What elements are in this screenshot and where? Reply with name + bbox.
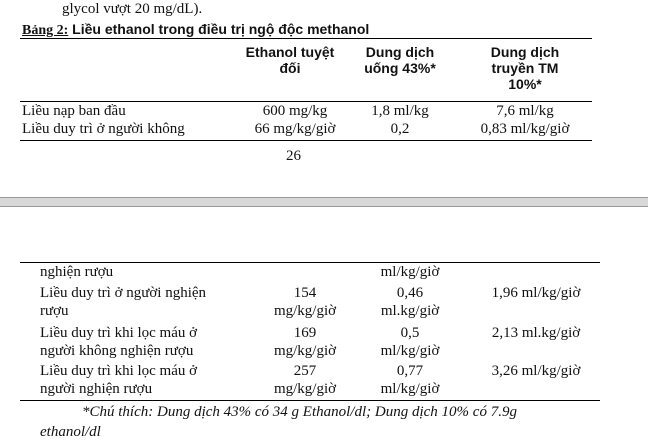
intro-text: glycol vượt 20 mg/dL).	[62, 1, 203, 17]
row-maint-alc-ethanol-2: mg/kg/giờ	[273, 303, 337, 319]
row-maint-alc-label-1: Liều duy trì ở người nghiện	[40, 285, 207, 301]
header-ethanol-absolute	[220, 44, 360, 76]
row-dialysis-alc-oral-2: ml/kg/giờ	[380, 381, 440, 397]
row-dialysis-alc-oral-1: 0,77	[396, 363, 424, 379]
row-loading-label: Liều nạp ban đầu	[22, 103, 126, 119]
row-loading-ethanol: 600 mg/kg	[262, 103, 328, 119]
row-loading-oral: 1,8 ml/kg	[371, 103, 429, 119]
table-caption-label: Bảng 2:	[22, 23, 69, 38]
table-top-rule	[20, 38, 592, 39]
page-number: 26	[286, 148, 301, 164]
row-dialysis-nonalc-label-2: người không nghiện rượu	[40, 343, 194, 359]
page-separator-bottom	[0, 206, 648, 207]
page-separator	[0, 198, 648, 206]
header-iv-line-1: Dung dịch	[490, 44, 560, 60]
footnote-line-1: *Chú thích: Dung dịch 43% có 34 g Ethanol/dl; Dung dịch 10% có 7.9g	[82, 404, 517, 420]
table-caption	[22, 20, 369, 40]
row-dialysis-alc-ethanol-1: 257	[293, 363, 317, 379]
row-dialysis-alc-iv: 3,26 ml/kg/giờ	[491, 363, 581, 379]
header-iv-line-2: truyền TM	[491, 60, 559, 76]
row-dialysis-alc-label-1: Liều duy trì khi lọc máu ở	[40, 363, 198, 379]
row-dialysis-nonalc-ethanol-2: mg/kg/giờ	[273, 343, 337, 359]
row-loading-iv: 7,6 ml/kg	[496, 103, 554, 119]
row-maint-alc-oral-1: 0,46	[396, 285, 424, 301]
row-maint-nonalc-label: Liều duy trì ở người không	[22, 121, 185, 137]
row-dialysis-nonalc-oral-1: 0,5	[400, 325, 420, 341]
row-dialysis-nonalc-oral-2: ml/kg/giờ	[380, 343, 440, 359]
header-ethanol-line-2: đối	[279, 60, 301, 76]
table-bottom-rule	[20, 140, 592, 141]
row-dialysis-nonalc-label-1: Liều duy trì khi lọc máu ở	[40, 325, 198, 341]
row-maint-nonalc-oral: 0,2	[390, 121, 410, 137]
row-maint-alc-label-2: rượu	[40, 303, 69, 319]
row-cont-label: nghiện rượu	[40, 264, 114, 280]
header-oral-43	[340, 44, 460, 76]
header-iv-10	[460, 44, 590, 92]
row-maint-alc-iv: 1,96 ml/kg/giờ	[491, 285, 581, 301]
header-iv-line-3: 10%*	[508, 76, 542, 92]
header-ethanol-line-1: Ethanol tuyệt	[245, 44, 335, 60]
row-dialysis-alc-ethanol-2: mg/kg/giờ	[273, 381, 337, 397]
table-caption-text: Liều ethanol trong điều trị ngộ độc methanol	[68, 21, 370, 37]
row-dialysis-alc-label-2: người nghiện rượu	[40, 381, 153, 397]
row-maint-nonalc-iv: 0,83 ml/kg/giờ	[480, 121, 570, 137]
row-dialysis-nonalc-iv: 2,13 ml.kg/giờ	[491, 325, 581, 341]
header-oral-line-2: uống 43%*	[364, 60, 436, 76]
table-end-rule	[20, 400, 600, 401]
table-header-rule	[20, 101, 592, 102]
footnote-line-2: ethanol/dl	[40, 424, 101, 440]
row-maint-nonalc-ethanol: 66 mg/kg/giờ	[254, 121, 336, 137]
row-dialysis-nonalc-ethanol-1: 169	[293, 325, 317, 341]
table-continuation-rule	[20, 262, 600, 263]
row-maint-alc-ethanol-1: 154	[293, 285, 317, 301]
row-cont-oral: ml/kg/giờ	[380, 264, 440, 280]
row-maint-alc-oral-2: ml.kg/giờ	[380, 303, 440, 319]
header-oral-line-1: Dung dịch	[365, 44, 435, 60]
